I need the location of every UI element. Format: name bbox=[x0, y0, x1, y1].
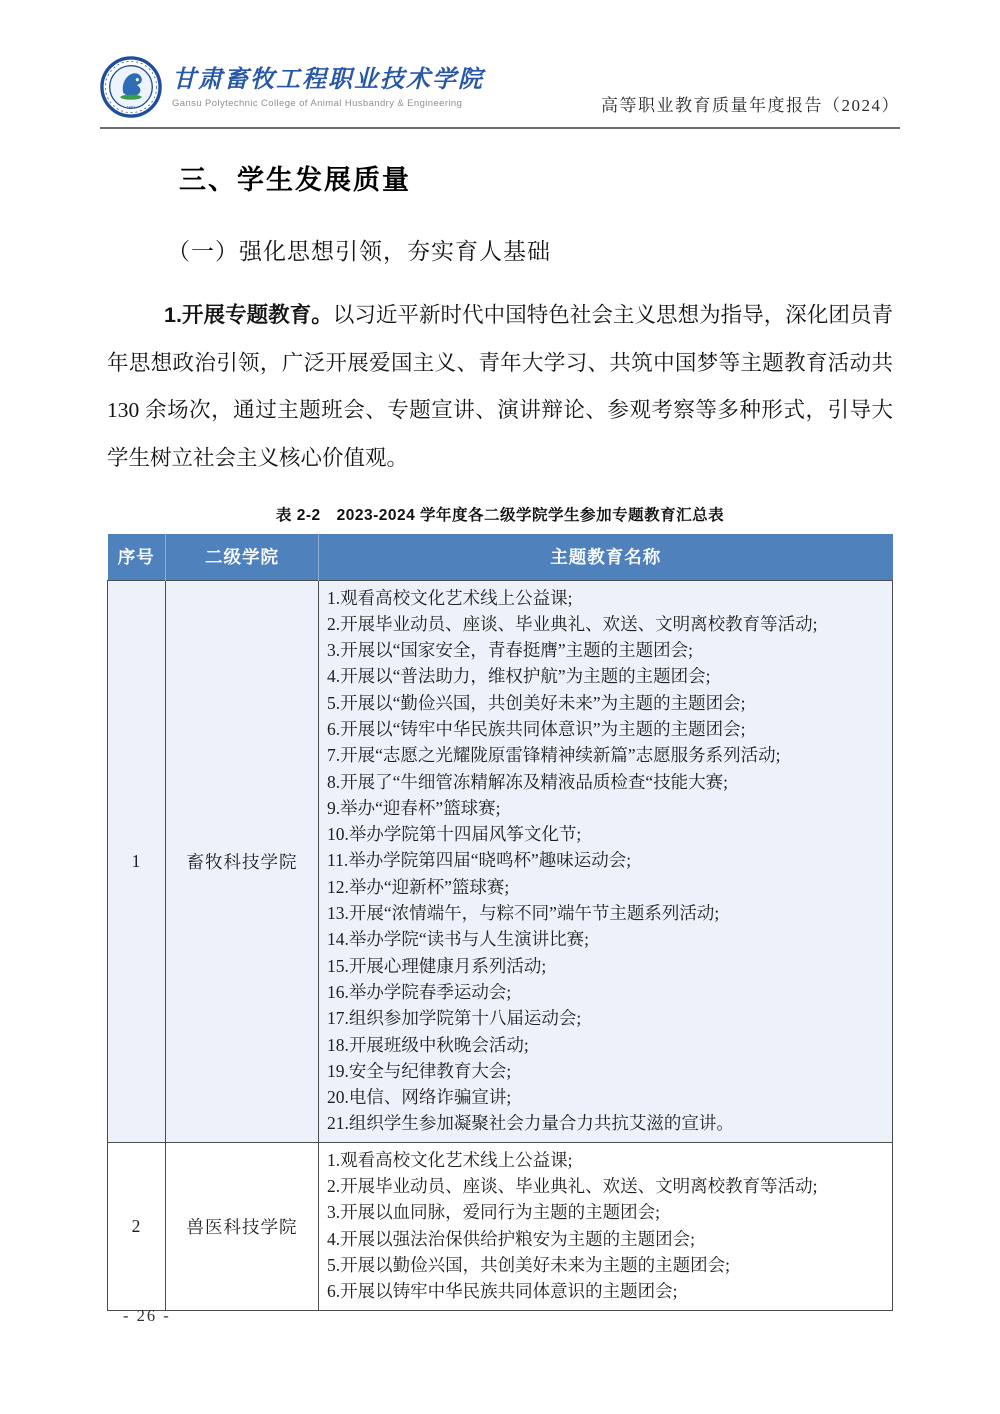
topic-item: 3.开展以血同脉，爱同行为主题的主题团会; bbox=[327, 1202, 660, 1223]
table-row bbox=[108, 580, 893, 1142]
topic-item: 4.开展以强法治保供给护粮安为主题的主题团会; bbox=[327, 1228, 695, 1249]
row-number: 1 bbox=[108, 580, 166, 1142]
topic-list-cell bbox=[319, 580, 893, 1142]
topic-item: 7.开展“志愿之光耀陇原雷锋精神续新篇”志愿服务系列活动; bbox=[327, 745, 781, 766]
topic-item: 17.组织参加学院第十八届运动会; bbox=[327, 1008, 582, 1029]
topic-item: 14.举办学院“读书与人生演讲比赛; bbox=[327, 929, 590, 950]
topic-item: 19.安全与纪律教育大会; bbox=[327, 1060, 512, 1081]
table-row bbox=[108, 1142, 893, 1310]
col-header-college: 二级学院 bbox=[166, 534, 319, 580]
topic-item: 20.电信、网络诈骗宣讲; bbox=[327, 1087, 512, 1108]
row-number: 2 bbox=[108, 1142, 166, 1310]
college-logo-block bbox=[100, 56, 484, 118]
col-header-no: 序号 bbox=[108, 534, 166, 580]
page-content bbox=[107, 148, 893, 1311]
topic-item: 6.开展以铸牢中华民族共同体意识的主题团会; bbox=[327, 1281, 678, 1302]
topic-item: 12.举办“迎新杯”篮球赛; bbox=[327, 876, 510, 897]
topic-item: 10.举办学院第十四届风筝文化节; bbox=[327, 824, 582, 845]
topic-item: 11.举办学院第四届“晓鸣杯”趣味运动会; bbox=[327, 850, 632, 871]
topic-item: 15.开展心理健康月系列活动; bbox=[327, 955, 547, 976]
topic-item: 21.组织学生参加凝聚社会力量合力共抗艾滋的宣讲。 bbox=[327, 1113, 734, 1134]
college-name-cell: 兽医科技学院 bbox=[166, 1142, 319, 1310]
paragraph-lead: 1.开展专题教育。 bbox=[164, 303, 333, 327]
topic-item: 1.观看高校文化艺术线上公益课; bbox=[327, 587, 573, 608]
svg-text:1953: 1953 bbox=[126, 104, 136, 110]
topic-item: 6.开展以“铸牢中华民族共同体意识”为主题的主题团会; bbox=[327, 718, 746, 739]
college-seal-icon bbox=[100, 56, 162, 118]
topic-item: 4.开展以“普法助力，维权护航”为主题的主题团会; bbox=[327, 666, 711, 687]
college-name bbox=[172, 65, 484, 109]
page-header bbox=[100, 56, 900, 129]
college-name-en: Gansu Polytechnic College of Animal Husbandry & Engineering bbox=[172, 98, 463, 109]
college-name-cell: 畜牧科技学院 bbox=[166, 580, 319, 1142]
topic-list-cell bbox=[319, 1142, 893, 1310]
topic-item: 5.开展以勤俭兴国，共创美好未来为主题的主题团会; bbox=[327, 1254, 730, 1275]
topic-item: 2.开展毕业动员、座谈、毕业典礼、欢送、文明离校教育等活动; bbox=[327, 613, 818, 634]
topic-item: 8.开展了“牛细管冻精解冻及精液品质检查“技能大赛; bbox=[327, 771, 729, 792]
topic-item: 16.举办学院春季运动会; bbox=[327, 981, 512, 1002]
subsection-heading: （一）强化思想引领，夯实育人基础 bbox=[167, 239, 551, 264]
topic-item: 2.开展毕业动员、座谈、毕业典礼、欢送、文明离校教育等活动; bbox=[327, 1176, 818, 1197]
topic-item: 18.开展班级中秋晚会活动; bbox=[327, 1034, 529, 1055]
page-number: - 26 - bbox=[123, 1306, 171, 1325]
topic-item: 5.开展以“勤俭兴国，共创美好未来”为主题的主题团会; bbox=[327, 692, 746, 713]
section-heading: 三、学生发展质量 bbox=[179, 165, 411, 195]
paragraph-body: 以习近平新时代中国特色社会主义思想为指导，深化团员青年思想政治引领，广泛开展爱国主义、青年大学习、共筑中国梦等主题教育活动共 130 余场次，通过主题班会、专题宣讲、演讲辩论、参观考察等多种形式，引导大学生树立社会主义核心价值观。 bbox=[107, 303, 893, 470]
table-caption: 表 2-2 2023-2024 学年度各二级学院学生参加专题教育汇总表 bbox=[275, 507, 725, 524]
body-paragraph bbox=[107, 292, 893, 482]
col-header-topic: 主题教育名称 bbox=[319, 534, 893, 580]
topic-item: 1.观看高校文化艺术线上公益课; bbox=[327, 1149, 573, 1170]
topic-item: 13.开展“浓情端午，与粽不同”端午节主题系列活动; bbox=[327, 903, 720, 924]
table-header-row bbox=[108, 534, 893, 580]
college-name-cn: 甘肃畜牧工程职业技术学院 bbox=[172, 67, 484, 93]
topic-education-table bbox=[107, 534, 893, 1311]
topic-item: 9.举办“迎春杯”篮球赛; bbox=[327, 797, 501, 818]
topic-item: 3.开展以“国家安全，青春挺膺”主题的主题团会; bbox=[327, 640, 694, 661]
report-title: 高等职业教育质量年度报告（2024） bbox=[601, 96, 900, 115]
